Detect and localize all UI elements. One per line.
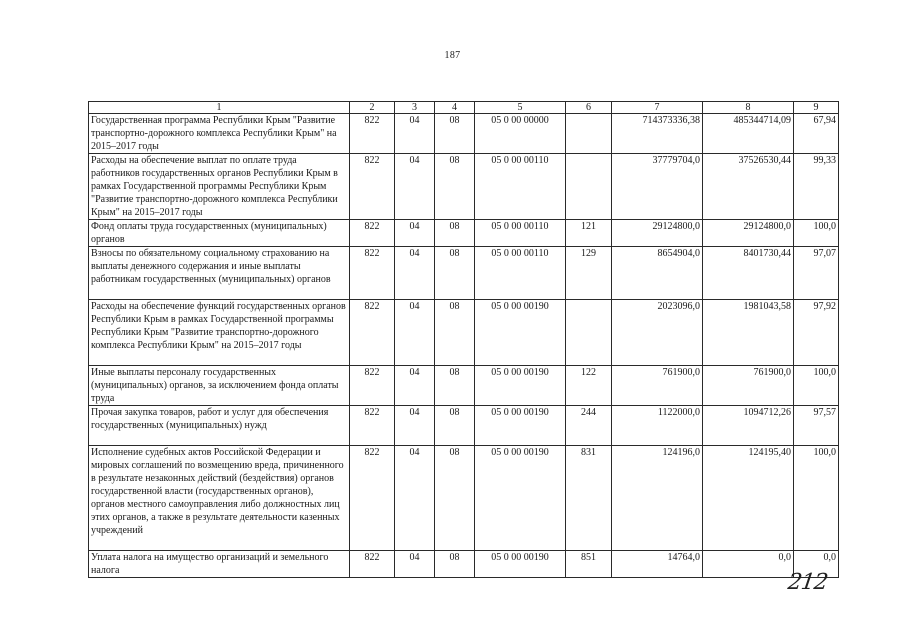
subsection-code: 08 <box>435 406 475 446</box>
expense-type-code: 244 <box>566 406 612 446</box>
expense-type-code <box>566 114 612 154</box>
executed-amount: 761900,0 <box>703 366 794 406</box>
planned-amount: 29124800,0 <box>612 220 703 247</box>
expense-type-code <box>566 154 612 220</box>
column-header: 9 <box>794 102 839 114</box>
column-header: 2 <box>350 102 395 114</box>
section-code: 04 <box>395 247 435 300</box>
executed-amount: 1981043,58 <box>703 300 794 366</box>
row-name: Уплата налога на имущество организаций и земельного налога <box>89 551 350 578</box>
execution-percent: 0,0 <box>794 551 839 578</box>
planned-amount: 1122000,0 <box>612 406 703 446</box>
ministry-code: 822 <box>350 366 395 406</box>
table-row <box>89 114 839 154</box>
target-article-code: 05 0 00 00190 <box>475 446 566 551</box>
section-code: 04 <box>395 154 435 220</box>
ministry-code: 822 <box>350 114 395 154</box>
ministry-code: 822 <box>350 551 395 578</box>
row-name: Исполнение судебных актов Российской Федерации и мировых соглашений по возмещению вреда, причиненного в результате незаконных действий (бездействия) органов государственной власти (государственных органов), органов местного самоуправления либо должностных лиц этих органов, а также в результате деятельности казенных учреждений <box>89 446 350 551</box>
section-code: 04 <box>395 366 435 406</box>
section-code: 04 <box>395 551 435 578</box>
expense-type-code: 121 <box>566 220 612 247</box>
expense-type-code: 129 <box>566 247 612 300</box>
expense-type-code <box>566 300 612 366</box>
subsection-code: 08 <box>435 446 475 551</box>
execution-percent: 100,0 <box>794 366 839 406</box>
executed-amount: 124195,40 <box>703 446 794 551</box>
row-name: Взносы по обязательному социальному страхованию на выплаты денежного содержания и иные выплаты работникам государственных (муниципальных) органов <box>89 247 350 300</box>
target-article-code: 05 0 00 00110 <box>475 154 566 220</box>
execution-percent: 100,0 <box>794 220 839 247</box>
table-row <box>89 220 839 247</box>
row-name: Расходы на обеспечение функций государственных органов Республики Крым в рамках Государственной программы Республики Крым "Развитие транспортно-дорожного комплекса Республики Крым" на 2015–2017 годы <box>89 300 350 366</box>
row-name: Иные выплаты персоналу государственных (муниципальных) органов, за исключением фонда оплаты труда <box>89 366 350 406</box>
planned-amount: 14764,0 <box>612 551 703 578</box>
target-article-code: 05 0 00 00190 <box>475 366 566 406</box>
budget-table <box>88 101 839 578</box>
subsection-code: 08 <box>435 114 475 154</box>
column-header: 7 <box>612 102 703 114</box>
execution-percent: 97,07 <box>794 247 839 300</box>
execution-percent: 100,0 <box>794 446 839 551</box>
subsection-code: 08 <box>435 300 475 366</box>
planned-amount: 714373336,38 <box>612 114 703 154</box>
handwritten-page-mark: 212 <box>786 570 829 595</box>
ministry-code: 822 <box>350 154 395 220</box>
expense-type-code: 831 <box>566 446 612 551</box>
target-article-code: 05 0 00 00190 <box>475 551 566 578</box>
column-header: 5 <box>475 102 566 114</box>
column-header: 8 <box>703 102 794 114</box>
column-header: 6 <box>566 102 612 114</box>
column-header: 1 <box>89 102 350 114</box>
subsection-code: 08 <box>435 551 475 578</box>
ministry-code: 822 <box>350 406 395 446</box>
subsection-code: 08 <box>435 247 475 300</box>
expense-type-code: 122 <box>566 366 612 406</box>
column-header: 4 <box>435 102 475 114</box>
section-code: 04 <box>395 300 435 366</box>
planned-amount: 37779704,0 <box>612 154 703 220</box>
section-code: 04 <box>395 406 435 446</box>
ministry-code: 822 <box>350 220 395 247</box>
target-article-code: 05 0 00 00110 <box>475 220 566 247</box>
section-code: 04 <box>395 446 435 551</box>
ministry-code: 822 <box>350 446 395 551</box>
executed-amount: 0,0 <box>703 551 794 578</box>
planned-amount: 124196,0 <box>612 446 703 551</box>
section-code: 04 <box>395 114 435 154</box>
table-row <box>89 154 839 220</box>
table-row <box>89 551 839 578</box>
planned-amount: 761900,0 <box>612 366 703 406</box>
execution-percent: 67,94 <box>794 114 839 154</box>
table-row <box>89 247 839 300</box>
target-article-code: 05 0 00 00190 <box>475 406 566 446</box>
planned-amount: 8654904,0 <box>612 247 703 300</box>
section-code: 04 <box>395 220 435 247</box>
expense-type-code: 851 <box>566 551 612 578</box>
target-article-code: 05 0 00 00000 <box>475 114 566 154</box>
column-header: 3 <box>395 102 435 114</box>
ministry-code: 822 <box>350 300 395 366</box>
executed-amount: 8401730,44 <box>703 247 794 300</box>
header-row <box>89 102 839 114</box>
executed-amount: 485344714,09 <box>703 114 794 154</box>
ministry-code: 822 <box>350 247 395 300</box>
planned-amount: 2023096,0 <box>612 300 703 366</box>
target-article-code: 05 0 00 00110 <box>475 247 566 300</box>
row-name: Государственная программа Республики Крым "Развитие транспортно-дорожного комплекса Республики Крым" на 2015–2017 годы <box>89 114 350 154</box>
executed-amount: 29124800,0 <box>703 220 794 247</box>
subsection-code: 08 <box>435 154 475 220</box>
page-number: 187 <box>444 50 461 61</box>
target-article-code: 05 0 00 00190 <box>475 300 566 366</box>
table-row <box>89 406 839 446</box>
row-name: Расходы на обеспечение выплат по оплате труда работников государственных органов Республики Крым в рамках Государственной программы Республики Крым "Развитие транспортно-дорожного комплекса Республики Крым" на 2015–2017 годы <box>89 154 350 220</box>
table-row <box>89 446 839 551</box>
table-row <box>89 300 839 366</box>
table-row <box>89 366 839 406</box>
subsection-code: 08 <box>435 366 475 406</box>
subsection-code: 08 <box>435 220 475 247</box>
row-name: Прочая закупка товаров, работ и услуг для обеспечения государственных (муниципальных) нужд <box>89 406 350 446</box>
execution-percent: 97,57 <box>794 406 839 446</box>
execution-percent: 99,33 <box>794 154 839 220</box>
execution-percent: 97,92 <box>794 300 839 366</box>
row-name: Фонд оплаты труда государственных (муниципальных) органов <box>89 220 350 247</box>
executed-amount: 37526530,44 <box>703 154 794 220</box>
executed-amount: 1094712,26 <box>703 406 794 446</box>
